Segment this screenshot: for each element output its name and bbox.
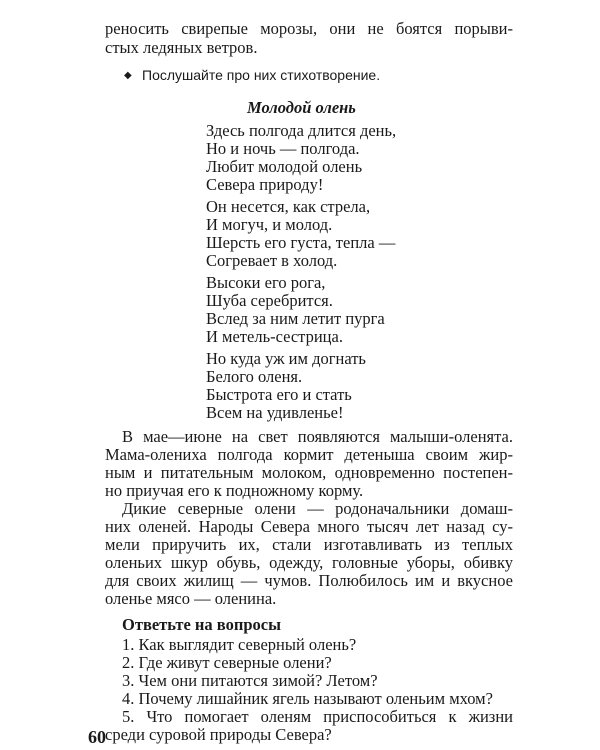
diamond-bullet-icon: ◆	[124, 70, 132, 81]
question-item: 4. Почему лишайник ягель называют оленьим мхом?	[122, 689, 493, 708]
paragraph-line: Мама-олениха полгода кормит детеныша своим жир-	[105, 445, 513, 464]
poem-line: Любит молодой олень	[206, 157, 363, 176]
question-item: 1. Как выглядит северный олень?	[122, 635, 357, 654]
poem-line: Высоки его рога,	[206, 273, 326, 292]
questions-heading: Ответьте на вопросы	[122, 615, 281, 634]
poem-line: Вслед за ним летит пурга	[206, 309, 385, 328]
paragraph-line: для своих жилищ — чумов. Полюбилось им и вкусное	[105, 571, 513, 590]
page-number: 60	[88, 727, 106, 747]
paragraph-line: оленьих шкур обувь, одежду, головные уборы, обивку	[105, 553, 513, 572]
poem-line: Согревает в холод.	[206, 251, 338, 270]
paragraph-line: но приучая его к подножному корму.	[105, 481, 364, 500]
poem-line: Он несется, как стрела,	[206, 197, 371, 216]
paragraph-line: Дикие северные олени — родоначальники домаш-	[122, 499, 513, 518]
poem-title: Молодой олень	[247, 98, 356, 117]
poem-line: Здесь полгода длится день,	[206, 121, 397, 140]
poem-line: Севера природу!	[206, 175, 324, 194]
paragraph-line: мели приручить их, стали изготавливать из теплых	[105, 535, 513, 554]
question-item: 3. Чем они питаются зимой? Летом?	[122, 671, 378, 690]
poem-line: Но и ночь — полгода.	[206, 139, 360, 158]
instruction-text: Послушайте про них стихотворение.	[142, 67, 381, 83]
paragraph-line: них оленей. Народы Севера много тысяч лет назад су-	[105, 517, 513, 536]
question-item: 2. Где живут северные олени?	[122, 653, 332, 672]
poem-line: Всем на удивленье!	[206, 403, 344, 422]
poem-line: Шерсть его густа, тепла —	[206, 233, 396, 252]
paragraph-line: оленье мясо — оленина.	[105, 589, 277, 608]
poem-line: Белого оленя.	[206, 367, 303, 386]
poem-line: И могуч, и молод.	[206, 215, 333, 234]
poem-line: И метель-сестрица.	[206, 327, 343, 346]
paragraph-line: В мае—июне на свет появляются малыши-оленята.	[122, 427, 513, 446]
question-item: среди суровой природы Севера?	[105, 725, 332, 744]
poem-line: Но куда уж им догнать	[206, 349, 366, 368]
question-item: 5. Что помогает оленям приспособиться к жизни	[122, 707, 513, 726]
poem-line: Шуба серебрится.	[206, 291, 333, 310]
paragraph-line: ным и питательным молоком, одновременно постепен-	[105, 463, 513, 482]
poem-line: Быстрота его и стать	[206, 385, 352, 404]
intro-line: стых ледяных ветров.	[105, 38, 258, 57]
intro-line: реносить свирепые морозы, они не боятся порыви-	[105, 19, 513, 38]
